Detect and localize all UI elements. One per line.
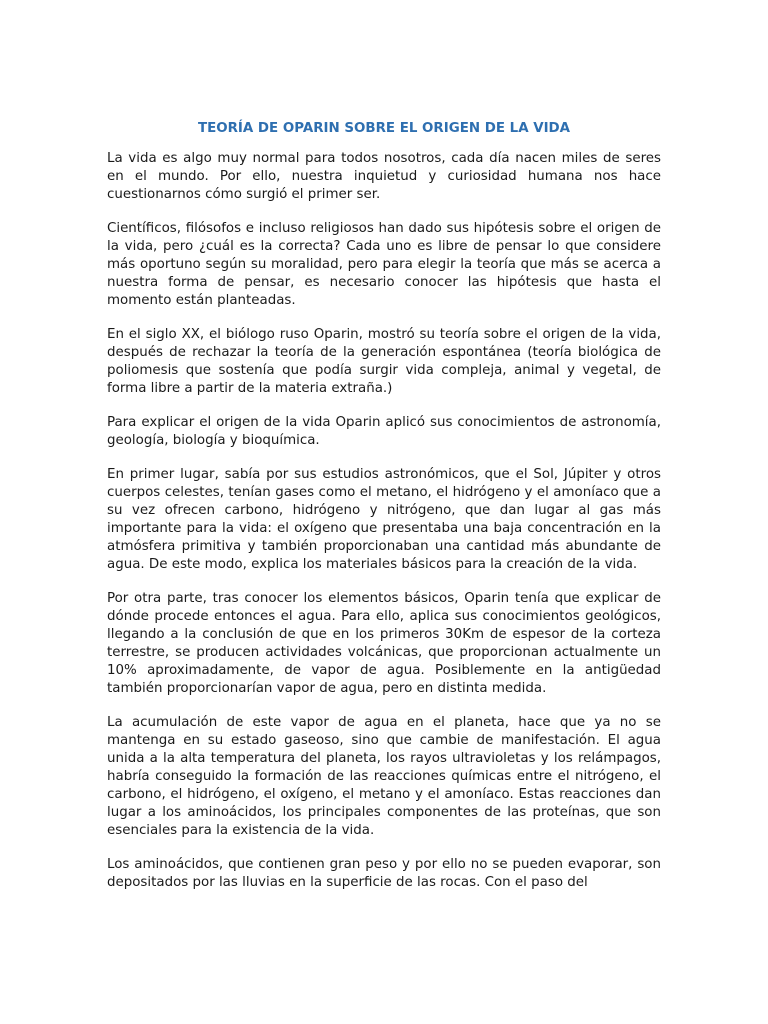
paragraph: En el siglo XX, el biólogo ruso Oparin, mostró su teoría sobre el origen de la vida, después de rechazar la teoría de la generación espontánea (teoría biológica de poliomesis que sostenía que podía surgir vida compleja, animal y vegetal, de forma libre a partir de la materia extraña.) <box>107 327 661 396</box>
paragraph: Los aminoácidos, que contienen gran peso y por ello no se pueden evaporar, son depositados por las lluvias en la superficie de las rocas. Con el paso del <box>107 857 661 890</box>
paragraph: La acumulación de este vapor de agua en el planeta, hace que ya no se mantenga en su estado gaseoso, sino que cambie de manifestación. El agua unida a la alta temperatura del planeta, los rayos ultravioletas y los relámpagos, habría conseguido la formación de las reacciones químicas entre el nitrógeno, el carbono, el hidrógeno, el oxígeno, el metano y el amoníaco. Estas reacciones dan lugar a los aminoácidos, los principales componentes de las proteínas, que son esenciales para la existencia de la vida. <box>107 715 661 838</box>
paragraph: Por otra parte, tras conocer los elementos básicos, Oparin tenía que explicar de dónde procede entonces el agua. Para ello, aplica sus conocimientos geológicos, llegando a la conclusión de que en los primeros 30Km de espesor de la corteza terrestre, se producen actividades volcánicas, que proporcionan actualmente un 10% aproximadamente, de vapor de agua. Posiblemente en la antigüedad también proporcionarían vapor de agua, pero en distinta medida. <box>107 591 661 696</box>
paragraph: Científicos, filósofos e incluso religiosos han dado sus hipótesis sobre el origen de la vida, pero ¿cuál es la correcta? Cada uno es libre de pensar lo que considere más oportuno según su moralidad, pero para elegir la teoría que más se acerca a nuestra forma de pensar, es necesario conocer las hipótesis que hasta el momento están planteadas. <box>107 221 661 308</box>
document-title: TEORÍA DE OPARIN SOBRE EL ORIGEN DE LA VIDA <box>197 121 571 136</box>
paragraph: La vida es algo muy normal para todos nosotros, cada día nacen miles de seres en el mundo. Por ello, nuestra inquietud y curiosidad humana nos hace cuestionarnos cómo surgió el primer ser. <box>107 151 661 202</box>
paragraph: Para explicar el origen de la vida Oparin aplicó sus conocimientos de astronomía, geología, biología y bioquímica. <box>107 415 661 448</box>
document-body <box>107 150 661 908</box>
paragraph: En primer lugar, sabía por sus estudios astronómicos, que el Sol, Júpiter y otros cuerpos celestes, tenían gases como el metano, el hidrógeno y el amoníaco que a su vez ofrecen carbono, hidrógeno y nitrógeno, que dan lugar al gas más importante para la vida: el oxígeno que presentaba una baja concentración en la atmósfera primitiva y también proporcionaban una cantidad más abundante de agua. De este modo, explica los materiales básicos para la creación de la vida. <box>107 467 661 572</box>
